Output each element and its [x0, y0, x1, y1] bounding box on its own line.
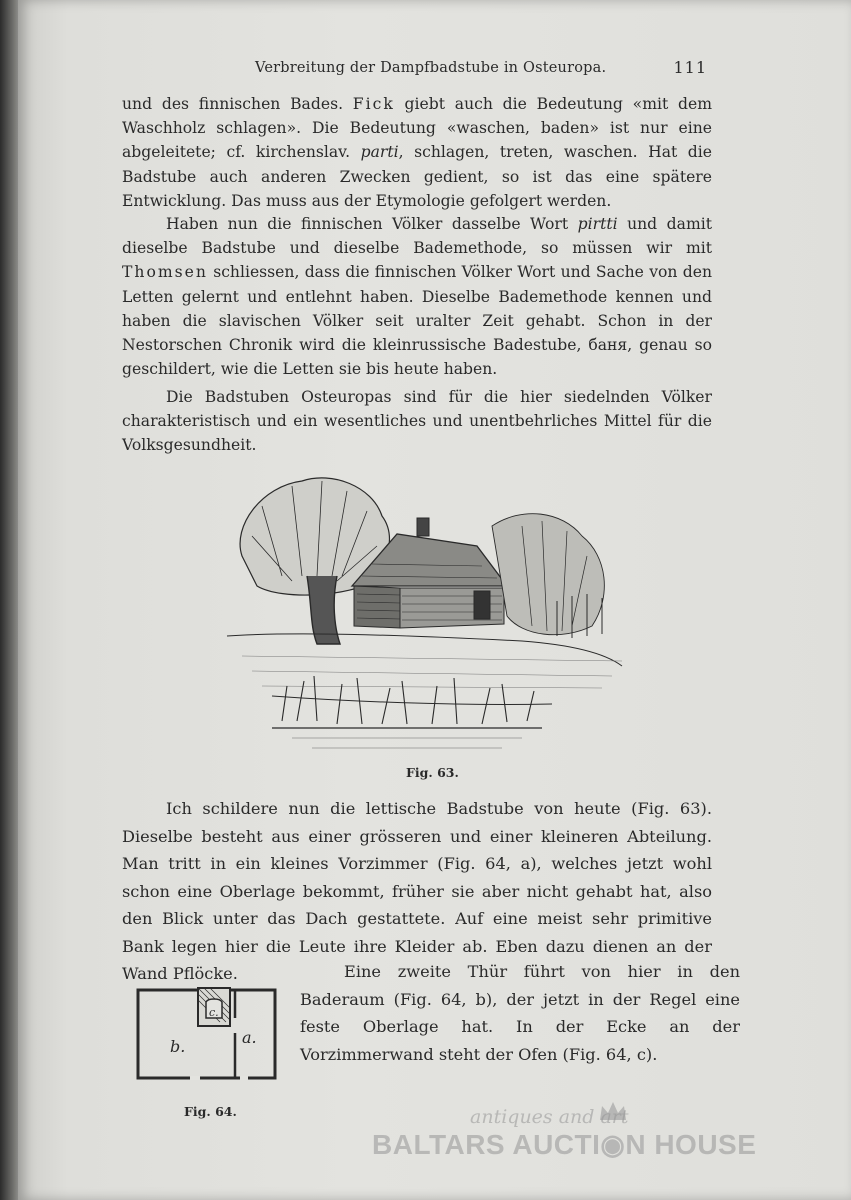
p2-text-e: schliessen, dass die finnischen Völker Wort und Sache von den Letten gelernt und entlehnt haben. Dieselbe Bademethode kennen und haben die slavischen Völker seit uralter Zeit gehabt. Schon in der Nestorschen Chronik wird die kleinrussische Badestube, баня, genau so geschildert, wie die Letten sie bis heute haben. [122, 263, 712, 379]
p4-text: Ich schildere nun die lettische Badstube von heute (Fig. 63). Dieselbe besteht aus einer grösseren und einer kleineren Abteilung. Man tritt in ein kleines Vorzimmer (Fig. 64, a), welches jetzt wohl schon eine Oberlage bekommt, früher sie aber nicht gehabt hat, also den Blick unter das Dach gestattete. Auf eine meist sehr primitive Bank legen hier die Leute ihre Kleider ab. Eben dazu dienen an der Wand Pflöcke. [122, 799, 712, 983]
figure-64-caption: Fig. 64. [184, 1104, 237, 1119]
auction-house-watermark [372, 1106, 772, 1166]
plan-label-b: b. [170, 1037, 186, 1056]
p5-text: Eine zweite Thür führt von hier in den Baderaum (Fig. 64, b), der jetzt in der Regel eine feste Oberlage hat. In der Ecke an der Vorzimmerwand steht der Ofen (Fig. 64, c). [300, 962, 740, 1064]
running-title: Verbreitung der Dampfbadstube in Osteuropa. [255, 60, 607, 76]
p3-text: Die Badstuben Osteuropas sind für die hier siedelnden Völker charakteristisch und ein wesentliches und unentbehrliches Mittel für die Volksgesundheit. [122, 388, 712, 455]
floor-plan-figure [130, 978, 285, 1088]
plan-label-a: a. [242, 1028, 257, 1047]
page-number: 111 [673, 58, 707, 77]
watermark-brand: BALTARS AUCTI◉N HOUSE [372, 1129, 757, 1160]
p1-text-a: und des finnischen Bades. [122, 95, 353, 113]
paragraph-1 [122, 92, 712, 213]
p1-word-parti: parti [360, 143, 399, 162]
paragraph-5 [300, 958, 740, 1068]
figure-63-caption: Fig. 63. [406, 765, 459, 780]
paragraph-3 [122, 385, 712, 458]
bathhouse-engraving-figure [222, 466, 632, 756]
paragraph-2 [122, 212, 712, 381]
p2-word-pirtti: pirtti [577, 215, 618, 233]
p2-author-thomsen: Thomsen [122, 263, 208, 282]
p1-text-c: giebt auch die Bedeutung «mit dem Waschholz schlagen». Die Bedeutung «waschen, baden» ist nur eine abgeleitete; cf. kirchenslav. [122, 95, 712, 162]
p2-text-c: und damit dieselbe Badstube und dieselbe Bademethode, so müssen wir mit [122, 215, 712, 258]
p1-author-fick: Fick [352, 95, 395, 113]
p1-text-e: , schlagen, treten, waschen. Hat die Badstube auch anderen Zwecken gedient, so ist das eine spätere Entwicklung. Das muss aus der Etymologie gefolgert werden. [122, 143, 712, 210]
plan-label-c: c. [209, 1006, 219, 1019]
bushes-illustration [492, 514, 604, 638]
watermark-tagline: antiques and art [470, 1106, 629, 1128]
p2-text-a: Haben nun die finnischen Völker dasselbe Wort [166, 215, 578, 233]
